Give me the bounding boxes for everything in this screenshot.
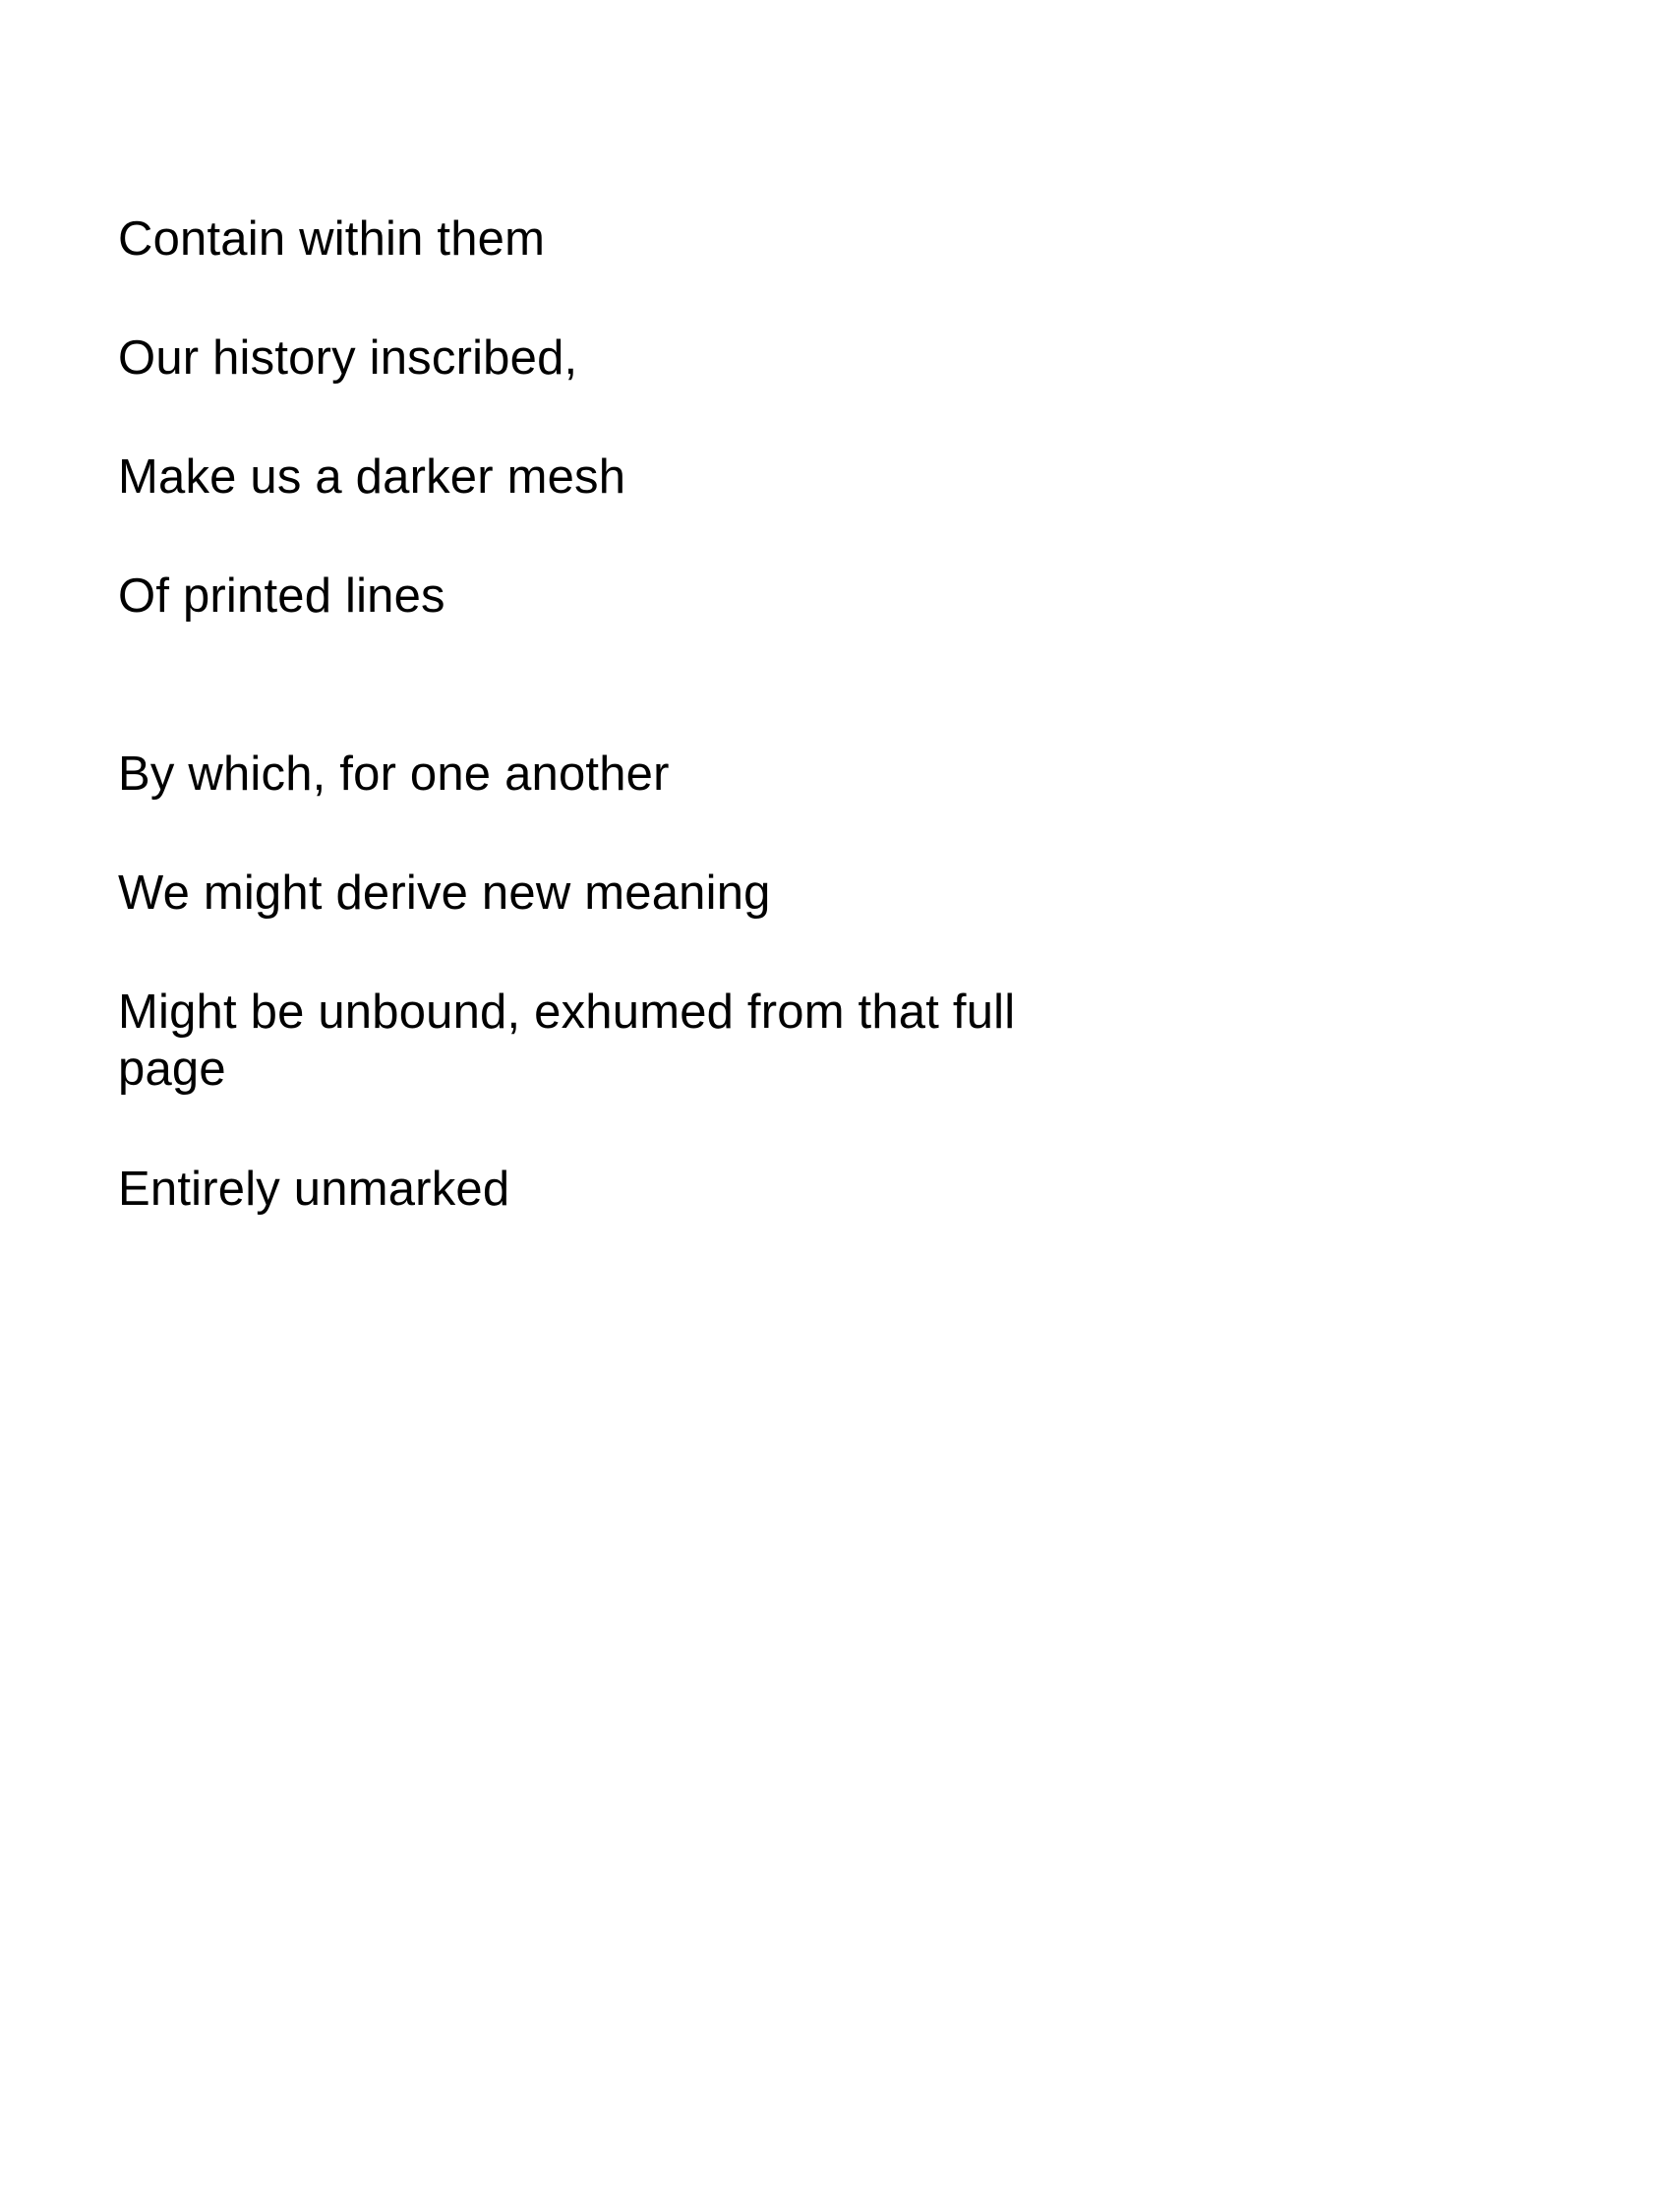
poem-line: Our history inscribed, <box>118 331 578 385</box>
poem-line: Entirely unmarked <box>118 1163 510 1216</box>
poem-line: Might be unbound, exhumed from that full page <box>118 986 1016 1096</box>
poem-line: We might derive new meaning <box>118 867 771 920</box>
poem-line: Contain within them <box>118 212 546 266</box>
poem-line: By which, for one another <box>118 747 670 801</box>
poem-line: Of printed lines <box>118 569 445 623</box>
poem-line: Make us a darker mesh <box>118 450 626 504</box>
